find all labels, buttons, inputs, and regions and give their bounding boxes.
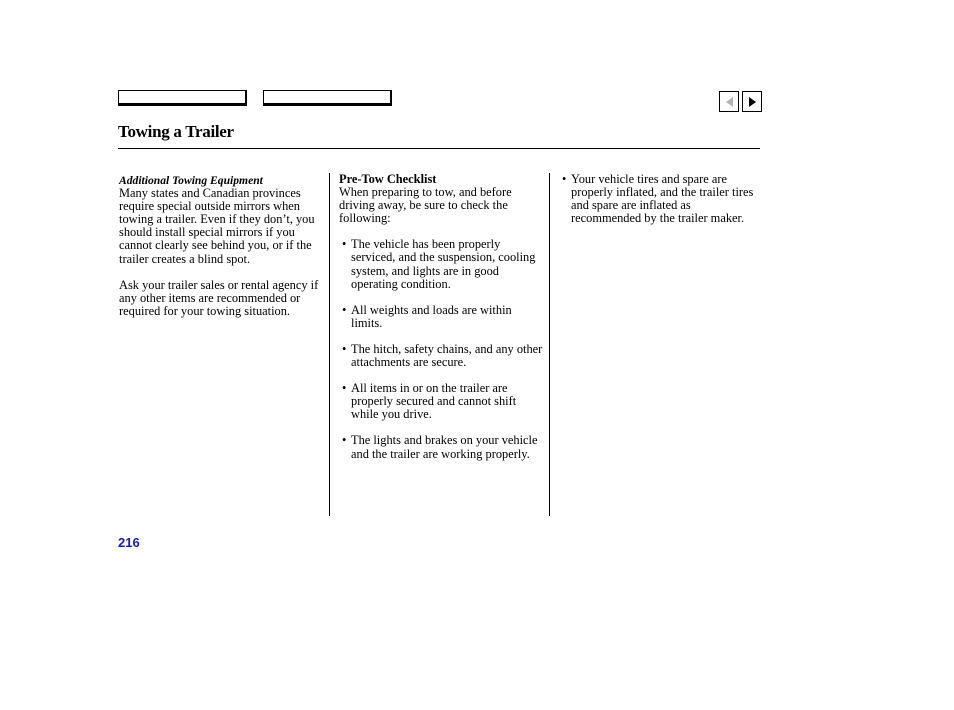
column-divider [549,173,550,516]
checklist-item [339,304,544,330]
triangle-right-icon [749,97,756,107]
subheading-additional-towing-equipment: Additional Towing Equipment [119,174,263,187]
checklist-item [339,382,544,421]
checklist-item [561,173,756,225]
bullet: • [342,237,347,252]
paragraph-mirrors: Many states and Canadian provinces require special outside mirrors when towing a trailer. Even if they don’t, you should install special mirrors if you cannot clearly see behind you, or if the trailer creates a blind spot. [119,186,315,266]
checklist [339,238,544,460]
checklist-item [339,434,544,460]
column-divider [329,173,330,516]
bullet: • [342,381,347,396]
page-number[interactable]: 216 [118,535,140,550]
bullet: • [342,302,347,317]
subheading-pre-tow-checklist: Pre-Tow Checklist [339,172,437,186]
column-pre-tow-checklist [339,173,544,474]
title-divider [118,148,760,149]
checklist-item-text: The hitch, safety chains, and any other attachments are secure. [351,341,543,370]
bullet: • [342,341,347,356]
checklist-item [339,343,544,369]
checklist-item [339,238,544,290]
checklist-item-text: Your vehicle tires and spare are properly inflated, and the trailer tires and spare are inflated as recommended by the trailer maker. [571,172,754,226]
column-checklist-continued [561,173,756,238]
checklist-item-text: All weights and loads are within limits. [351,302,512,330]
previous-page-button[interactable] [719,91,739,112]
paragraph-ask-agency: Ask your trailer sales or rental agency if any other items are recommended or required for your towing situation. [119,277,319,318]
checklist-intro: When preparing to tow, and before driving away, be sure to check the following: [339,185,512,226]
bullet: • [342,433,347,448]
checklist-item-text: All items in or on the trailer are properly secured and cannot shift while you drive. [351,381,517,422]
bullet: • [562,172,567,186]
column-additional-equipment [119,173,324,331]
nav-button-2[interactable] [263,90,392,106]
section-title: Towing a Trailer [118,122,234,141]
triangle-left-icon [726,97,733,107]
checklist-item-text: The lights and brakes on your vehicle and the trailer are working properly. [351,433,538,461]
next-page-button[interactable] [742,91,762,112]
checklist-continued [561,173,756,225]
checklist-item-text: The vehicle has been properly serviced, and the suspension, cooling system, and lights are in good operating condition. [351,237,536,291]
nav-button-1[interactable] [118,90,247,106]
